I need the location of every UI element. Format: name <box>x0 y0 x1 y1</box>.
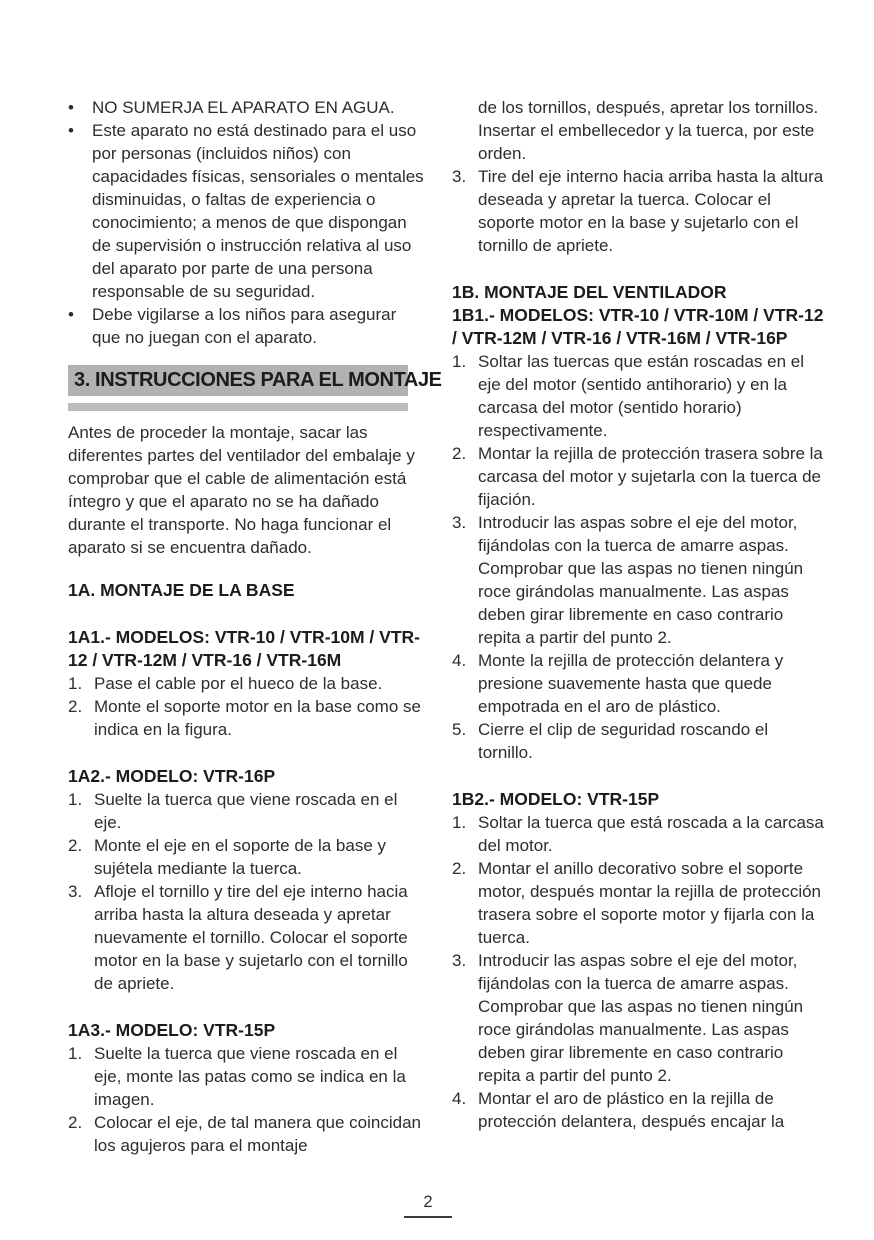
block-heading: 1B1.- MODELOS: VTR-10 / VTR-10M / VTR-12 / VTR-12M / VTR-16 / VTR-16M / VTR-16P <box>452 305 824 348</box>
list-item <box>68 695 426 741</box>
list-item <box>68 119 426 303</box>
list-item <box>68 96 426 119</box>
numbered-list <box>68 1042 426 1157</box>
item-text: Suelte la tuerca que viene roscada en el eje, monte las patas como se indica en la imagen. <box>94 1044 406 1109</box>
item-number: 1. <box>452 352 467 371</box>
list-item <box>452 165 824 257</box>
block-heading: 1A2.- MODELO: VTR-16P <box>68 766 276 786</box>
item-number: 2. <box>68 697 83 716</box>
item-text: Suelte la tuerca que viene roscada en el eje. <box>94 790 398 832</box>
list-item <box>68 672 426 695</box>
list-item <box>68 880 426 995</box>
block-1a1 <box>68 626 426 741</box>
item-text: Soltar la tuerca que está roscada a la carcasa del motor. <box>478 813 824 855</box>
list-item <box>452 350 824 442</box>
item-number: 1. <box>452 813 467 832</box>
item-text: Monte la rejilla de protección delantera y presione suavemente hasta que quede empotrada en el aro de plástico. <box>478 651 784 716</box>
safety-bullet-list <box>68 96 426 349</box>
list-item <box>452 718 824 764</box>
subsection-1a-title: 1A. MONTAJE DE LA BASE <box>68 580 295 600</box>
block-heading: 1A3.- MODELO: VTR-15P <box>68 1020 276 1040</box>
item-number: 1. <box>68 790 83 809</box>
list-item <box>452 1087 824 1133</box>
item-number: 3. <box>452 513 467 532</box>
list-item <box>452 857 824 949</box>
item-text: Colocar el eje, de tal manera que coincidan los agujeros para el montaje <box>94 1113 421 1155</box>
list-item <box>68 1111 426 1157</box>
bullet-text: Este aparato no está destinado para el uso por personas (incluidos niños) con capacidades físicas, sensoriales o mentales disminuidas, o faltas de experiencia o conocimiento; a menos de que dispongan de supervisión o instrucción relativa al uso del aparato por parte de una persona responsable de su seguridad. <box>92 121 424 301</box>
bullet-text: Debe vigilarse a los niños para asegurar que no juegan con el aparato. <box>92 305 397 347</box>
block-1b1 <box>452 304 824 764</box>
list-item <box>452 811 824 857</box>
item-text: Montar el aro de plástico en la rejilla de protección delantera, después encajar la <box>478 1089 785 1131</box>
left-column <box>68 96 442 1157</box>
item-text: Tire del eje interno hacia arriba hasta la altura deseada y apretar la tuerca. Colocar el soporte motor en la base y sujetarlo con el tornillo de apriete. <box>478 167 824 255</box>
section-title: 3. INSTRUCCIONES PARA EL MONTAJE <box>74 369 442 391</box>
block-heading: 1A1.- MODELOS: VTR-10 / VTR-10M / VTR-12 / VTR-12M / VTR-16 / VTR-16M <box>68 627 420 670</box>
list-item <box>68 303 426 349</box>
item-text: Montar el anillo decorativo sobre el soporte motor, después montar la rejilla de protección trasera sobre el soporte motor y fijarla con la tuerca. <box>478 859 822 947</box>
block-1b2 <box>452 788 824 1133</box>
list-item <box>452 442 824 511</box>
item-number: 4. <box>452 1089 467 1108</box>
item-text: Monte el soporte motor en la base como se indica en la figura. <box>94 697 421 739</box>
block-1a2 <box>68 765 426 995</box>
item-number: 3. <box>452 951 467 970</box>
subsection-1b-title: 1B. MONTAJE DEL VENTILADOR <box>452 282 727 302</box>
list-item <box>68 788 426 834</box>
item-number: 3. <box>452 167 467 186</box>
item-number: 5. <box>452 720 467 739</box>
item-number: 2. <box>452 444 467 463</box>
item-text: Introducir las aspas sobre el eje del motor, fijándolas con la tuerca de amarre aspas. Comprobar que las aspas no tienen ningún roce girándolas manualmente. Las aspas deben girar libremente en caso contrario repita a partir del punto 2. <box>478 951 804 1085</box>
item-number: 3. <box>68 882 83 901</box>
page-number: 2 <box>404 1191 452 1218</box>
bullet-icon: • <box>68 305 74 324</box>
right-column <box>452 96 824 1157</box>
item-text: Afloje el tornillo y tire del eje interno hacia arriba hasta la altura deseada y apretar nuevamente el tornillo. Colocar el soporte motor en la base y sujetarlo con el tornillo de apriete. <box>94 882 408 993</box>
item-text: Soltar las tuercas que están roscadas en el eje del motor (sentido antihorario) y en la carcasa del motor (sentido horario) respectivamente. <box>478 352 805 440</box>
item-text: Cierre el clip de seguridad roscando el tornillo. <box>478 720 769 762</box>
section-header-underbar <box>68 403 408 411</box>
continuation-text: de los tornillos, después, apretar los tornillos. Insertar el embellecedor y la tuerca, por este orden. <box>478 98 819 163</box>
item-number: 4. <box>452 651 467 670</box>
item-number: 2. <box>68 1113 83 1132</box>
item-number: 2. <box>68 836 83 855</box>
list-item <box>68 834 426 880</box>
intro-paragraph: Antes de proceder la montaje, sacar las diferentes partes del ventilador del embalaje y comprobar que el cable de alimentación está íntegro y que el aparato no se ha dañado durante el transporte. No haga funcionar el aparato si se encuentra dañado. <box>68 423 415 557</box>
item-number: 1. <box>68 1044 83 1063</box>
block-1a3 <box>68 1019 426 1157</box>
block-heading: 1B2.- MODELO: VTR-15P <box>452 789 660 809</box>
numbered-list <box>452 350 824 764</box>
section-header-bar <box>68 365 442 396</box>
item-text: Montar la rejilla de protección trasera sobre la carcasa del motor y sujetarla con la tuerca de fijación. <box>478 444 823 509</box>
bullet-text: NO SUMERJA EL APARATO EN AGUA. <box>92 98 395 117</box>
bullet-icon: • <box>68 98 74 117</box>
item-text: Monte el eje en el soporte de la base y sujétela mediante la tuerca. <box>94 836 387 878</box>
list-item <box>452 649 824 718</box>
list-item <box>452 949 824 1087</box>
numbered-list <box>452 811 824 1133</box>
list-item <box>452 511 824 649</box>
list-item <box>68 1042 426 1111</box>
item-number: 2. <box>452 859 467 878</box>
item-text: Pase el cable por el hueco de la base. <box>94 674 383 693</box>
document-body <box>68 96 824 1157</box>
bullet-icon: • <box>68 121 74 140</box>
numbered-list <box>68 788 426 995</box>
item-number: 1. <box>68 674 83 693</box>
numbered-list <box>68 672 426 741</box>
item-text: Introducir las aspas sobre el eje del motor, fijándolas con la tuerca de amarre aspas. Comprobar que las aspas no tienen ningún roce girándolas manualmente. Las aspas deben girar libremente en caso contrario repita a partir del punto 2. <box>478 513 804 647</box>
